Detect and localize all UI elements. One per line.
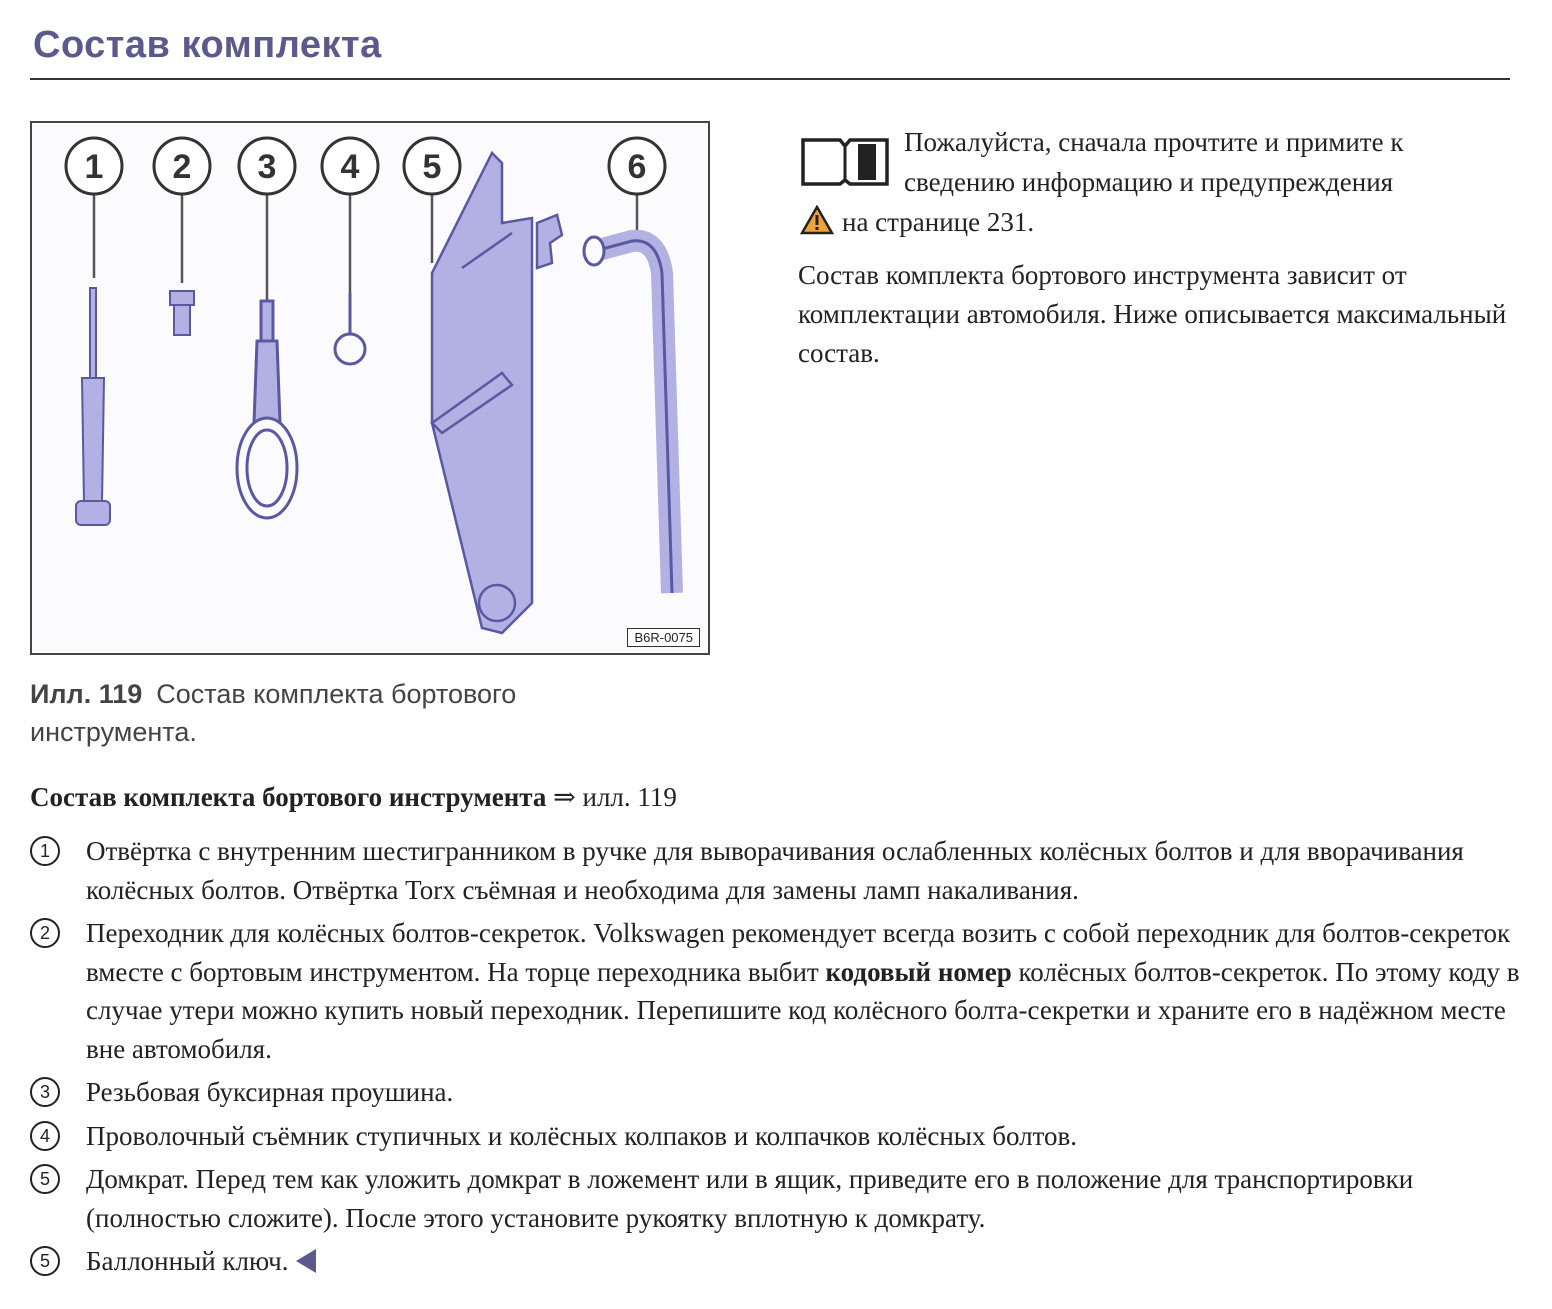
item-text-bold: кодовый номер [825, 956, 1012, 987]
adapter-drawing [170, 291, 194, 335]
item-text: Отвёртка с внутренним шестигранником в ручке для выворачивания ослабленных колёсных болтов и для вворачивания колёсных болтов. Отвёртка Torx съёмная и необходима для замены ламп накаливания. [86, 836, 1464, 905]
item-number-badge: 4 [30, 1121, 60, 1151]
list-item [28, 1117, 1528, 1156]
tools-drawing [32, 123, 708, 653]
notice-line-2-wrap [800, 207, 1034, 237]
section-reference-link[interactable]: ⇒ илл. 119 [553, 782, 677, 812]
item-number-badge: 5 [30, 1246, 60, 1276]
callout-group [66, 138, 665, 194]
figure-code: B6R-0075 [627, 628, 700, 647]
towing-eye-drawing [237, 301, 297, 518]
list-item [28, 914, 1528, 1068]
callout-2-label: 2 [172, 148, 192, 186]
section-heading-text: Состав комплекта бортового инструмента [30, 782, 547, 812]
list-item [28, 1160, 1528, 1237]
screwdriver-drawing [76, 288, 110, 525]
caption-number: Илл. 119 [30, 679, 143, 709]
wheel-wrench-drawing [584, 237, 672, 593]
item-text: Резьбовая буксирная проушина. [86, 1077, 454, 1107]
list-item [28, 832, 1528, 909]
item-text: Баллонный ключ. [86, 1246, 289, 1276]
intro-paragraph: Состав комплекта бортового инструмента зависит от комплектации автомобиля. Ниже описывается максимальный состав. [798, 260, 1507, 368]
figure-caption [30, 675, 670, 751]
callout-6-label: 6 [627, 148, 647, 186]
item-text: Переходник для колёсных болтов-секреток. Volkswagen рекомендует всегда возить с собой переходник для болтов-секреток вместе с бортовым инструментом. На торце переходника выбит [86, 918, 1511, 987]
tool-kit-illustration [30, 121, 710, 655]
list-item [28, 1242, 1528, 1281]
title-divider [30, 78, 1510, 80]
safety-notice [800, 122, 1520, 242]
book-icon [800, 130, 890, 186]
list-item [28, 1073, 1528, 1112]
callout-5-label: 5 [422, 148, 442, 186]
jack-drawing [432, 153, 562, 633]
caption-text: Состав комплекта бортового инструмента. [30, 679, 517, 747]
item-text-rest: колёсных болтов-секреток. По этому коду в случае утери можно купить новый переходник. Перепишите код колёсного болта-секретки и храните его в надёжном месте вне автомобиля. [86, 956, 1520, 1064]
callout-1-label: 1 [84, 148, 104, 186]
warning-icon [800, 205, 834, 235]
tool-list [28, 832, 1528, 1286]
item-text: Проволочный съёмник ступичных и колёсных колпаков и колпачков колёсных болтов. [86, 1120, 1077, 1151]
item-text: Домкрат. Перед тем как уложить домкрат в ложемент или в ящик, приведите его в положение для транспортировки (полностью сложите). После этого установите рукоятку вплотную к домкрату. [86, 1164, 1414, 1233]
page-title: Состав комплекта [33, 24, 382, 66]
item-number-badge: 3 [30, 1077, 60, 1107]
callout-4-label: 4 [340, 148, 360, 186]
section-heading [30, 782, 677, 813]
item-number-badge: 1 [30, 836, 60, 866]
callout-3-label: 3 [257, 148, 277, 186]
notice-line-1: Пожалуйста, сначала прочтите и примите к сведению информацию и предупреждения [904, 127, 1404, 197]
item-number-badge: 5 [30, 1164, 60, 1194]
notice-line-2[interactable]: на странице 231. [842, 207, 1035, 237]
item-number-badge: 2 [30, 918, 60, 948]
wire-hook-drawing [335, 293, 365, 364]
end-arrow-icon [296, 1249, 316, 1273]
